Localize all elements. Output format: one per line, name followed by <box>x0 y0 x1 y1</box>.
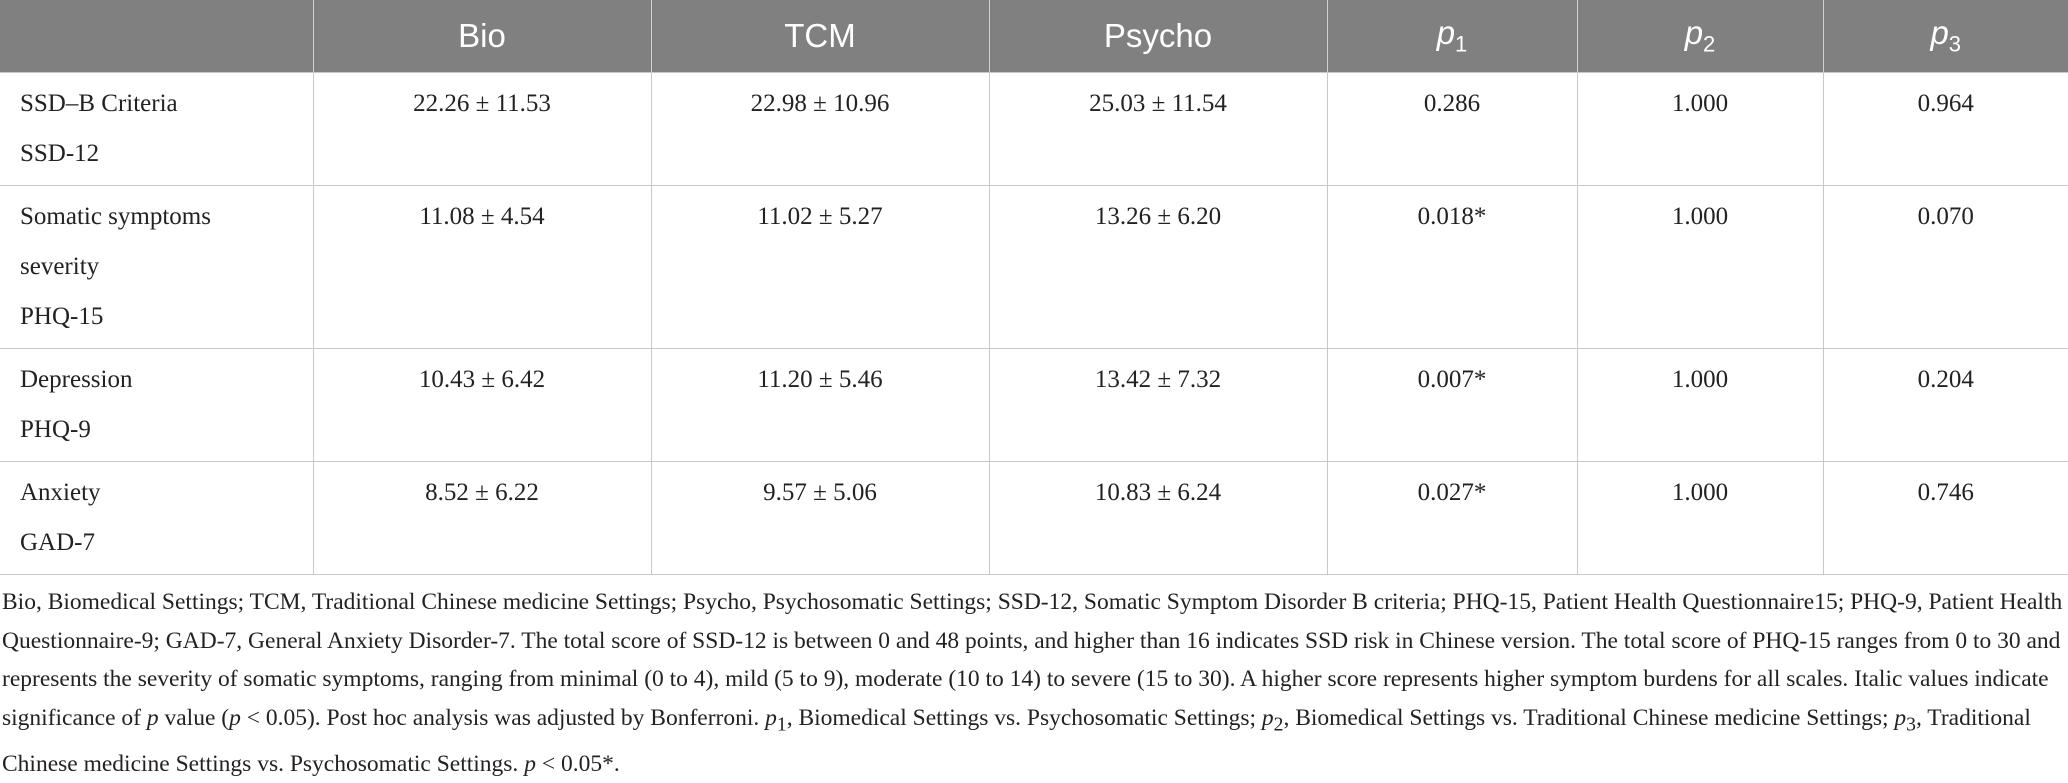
table-row <box>0 462 2068 575</box>
cell-tcm: 11.20 ± 5.46 <box>651 349 989 462</box>
table-row <box>0 186 2068 349</box>
cell-p2: 1.000 <box>1577 349 1823 462</box>
cell-p3: 0.204 <box>1823 349 2068 462</box>
cell-bio: 8.52 ± 6.22 <box>313 462 651 575</box>
cell-p3: 0.964 <box>1823 73 2068 186</box>
cell-psycho: 25.03 ± 11.54 <box>989 73 1327 186</box>
cell-p2: 1.000 <box>1577 186 1823 349</box>
header-blank <box>0 0 313 73</box>
table-row <box>0 73 2068 186</box>
cell-p3: 0.070 <box>1823 186 2068 349</box>
cell-p1: 0.018* <box>1327 186 1577 349</box>
header-p2: $p_2$ <box>1577 0 1823 73</box>
footnote-text: Bio, Biomedical Settings; TCM, Traditional Chinese medicine Settings; Psycho, Psychosomatic Settings; SSD-12, Somatic Symptom Disorder B criteria; PHQ-15, Patient Health Questionnaire15; PHQ-9, Patient Health Questionnaire-9; GAD-7, General Anxiety Disorder-7. The total score of SSD-12 is between 0 and 48 points, and higher than 16 indicates SSD risk in Chinese version. The total score of PHQ-15 ranges from 0 to 30 and represents the severity of somatic symptoms, ranging from minimal (0 to 4), mild (5 to 9), moderate (10 to 14) to severe (15 to 30). A higher score represents higher symptom burdens for all scales. Italic values indicate significance of p value (p < 0.05). Post hoc analysis was adjusted by Bonferroni. $p_1$, Biomedical Settings vs. Psychosomatic Settings; $p_2$, Biomedical Settings vs. Traditional Chinese medicine Settings; $p_3$, Traditional Chinese medicine Settings vs. Psychosomatic Settings. p < 0.05*. <box>2 589 2063 777</box>
row-label: Depression PHQ-9 <box>0 349 313 462</box>
cell-psycho: 13.26 ± 6.20 <box>989 186 1327 349</box>
row-label: Somatic symptoms severity PHQ-15 <box>0 186 313 349</box>
cell-bio: 10.43 ± 6.42 <box>313 349 651 462</box>
cell-psycho: 13.42 ± 7.32 <box>989 349 1327 462</box>
row-label: Anxiety GAD-7 <box>0 462 313 575</box>
cell-psycho: 10.83 ± 6.24 <box>989 462 1327 575</box>
cell-p1: 0.027* <box>1327 462 1577 575</box>
header-tcm: TCM <box>651 0 989 73</box>
row-label: SSD–B Criteria SSD-12 <box>0 73 313 186</box>
header-psycho: Psycho <box>989 0 1327 73</box>
header-row <box>0 0 2068 73</box>
cell-bio: 22.26 ± 11.53 <box>313 73 651 186</box>
cell-tcm: 9.57 ± 5.06 <box>651 462 989 575</box>
table-row <box>0 349 2068 462</box>
cell-bio: 11.08 ± 4.54 <box>313 186 651 349</box>
cell-p1: 0.286 <box>1327 73 1577 186</box>
cell-p2: 1.000 <box>1577 462 1823 575</box>
cell-p3: 0.746 <box>1823 462 2068 575</box>
header-p1: $p_1$ <box>1327 0 1577 73</box>
header-bio: Bio <box>313 0 651 73</box>
cell-p2: 1.000 <box>1577 73 1823 186</box>
cell-tcm: 11.02 ± 5.27 <box>651 186 989 349</box>
cell-p1: 0.007* <box>1327 349 1577 462</box>
table-footnote <box>0 575 2068 783</box>
header-p3: $p_3$ <box>1823 0 2068 73</box>
cell-tcm: 22.98 ± 10.96 <box>651 73 989 186</box>
